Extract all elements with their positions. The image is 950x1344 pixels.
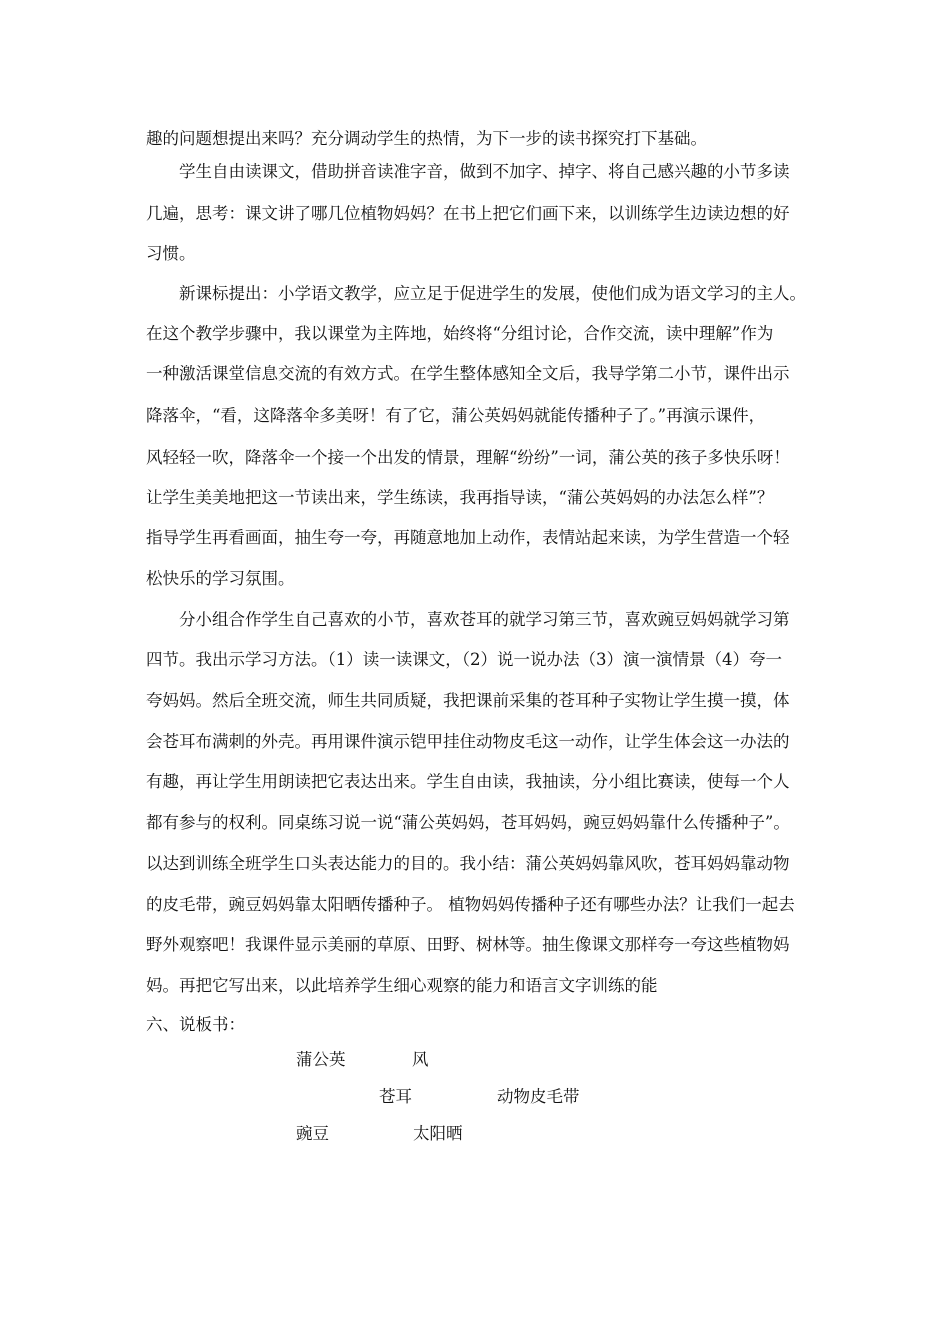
text-line: 学生自由读课文，借助拼音读准字音，做到不加字、掉字、将自己感兴趣的小节多读 xyxy=(179,162,790,181)
text-line: 习惯。 xyxy=(146,244,196,263)
board-sun: 太阳晒 xyxy=(413,1124,463,1143)
board-pea: 豌豆 xyxy=(296,1124,329,1143)
text-line: 新课标提出：小学语文教学，应立足于促进学生的发展，使他们成为语文学习的主人。 xyxy=(179,284,806,303)
text-line: 都有参与的权利。同桌练习说一说“蒲公英妈妈，苍耳妈妈，豌豆妈妈靠什么传播种子”。 xyxy=(146,813,790,832)
text-line: 指导学生再看画面，抽生夸一夸，再随意地加上动作，表情站起来读，为学生营造一个轻 xyxy=(146,528,790,547)
text-line: 几遍，思考：课文讲了哪几位植物妈妈？在书上把它们画下来，以训练学生边读边想的好 xyxy=(146,204,790,223)
board-dandelion: 蒲公英 xyxy=(296,1050,346,1069)
text-line: 妈。再把它写出来，以此培养学生细心观察的能力和语言文字训练的能 xyxy=(146,976,658,995)
text-line: 降落伞，“看，这降落伞多美呀！有了它，蒲公英妈妈就能传播种子了。”再演示课件， xyxy=(146,406,766,425)
text-line: 会苍耳布满刺的外壳。再用课件演示铠甲挂住动物皮毛这一动作，让学生体会这一办法的 xyxy=(146,732,790,751)
text-line: 野外观察吧！我课件显示美丽的草原、田野、树林等。抽生像课文那样夸一夸这些植物妈 xyxy=(146,935,790,954)
text-line: 让学生美美地把这一节读出来，学生练读，我再指导读，“蒲公英妈妈的办法怎么样”？ xyxy=(146,488,774,507)
text-line: 风轻轻一吹，降落伞一个接一个出发的情景，理解“纷纷”一词，蒲公英的孩子多快乐呀！ xyxy=(146,448,790,467)
text-line: 松快乐的学习氛围。 xyxy=(146,569,295,588)
text-line: 的皮毛带，豌豆妈妈靠太阳晒传播种子。 植物妈妈传播种子还有哪些办法？让我们一起去 xyxy=(146,895,795,914)
board-wind: 风 xyxy=(412,1050,429,1069)
text-line: 一种激活课堂信息交流的有效方式。在学生整体感知全文后，我导学第二小节，课件出示 xyxy=(146,364,790,383)
section-heading: 六、说板书： xyxy=(146,1015,245,1034)
board-cocklebur: 苍耳 xyxy=(379,1087,412,1106)
text-line: 趣的问题想提出来吗？充分调动学生的热情，为下一步的读书探究打下基础。 xyxy=(146,129,707,148)
text-line: 夸妈妈。然后全班交流，师生共同质疑，我把课前采集的苍耳种子实物让学生摸一摸，体 xyxy=(146,691,790,710)
text-line: 四节。我出示学习方法。（1）读一读课文，（2）说一说办法（3）演一演情景（4）夸一 xyxy=(146,650,782,669)
text-line: 分小组合作学生自己喜欢的小节，喜欢苍耳的就学习第三节，喜欢豌豆妈妈就学习第 xyxy=(179,610,790,629)
text-line: 以达到训练全班学生口头表达能力的目的。我小结：蒲公英妈妈靠风吹，苍耳妈妈靠动物 xyxy=(146,854,790,873)
board-animal-fur: 动物皮毛带 xyxy=(497,1087,580,1106)
text-line: 有趣，再让学生用朗读把它表达出来。学生自由读，我抽读，分小组比赛读，使每一个人 xyxy=(146,772,790,791)
text-line: 在这个教学步骤中，我以课堂为主阵地，始终将“分组讨论，合作交流，读中理解”作为 xyxy=(146,324,774,343)
